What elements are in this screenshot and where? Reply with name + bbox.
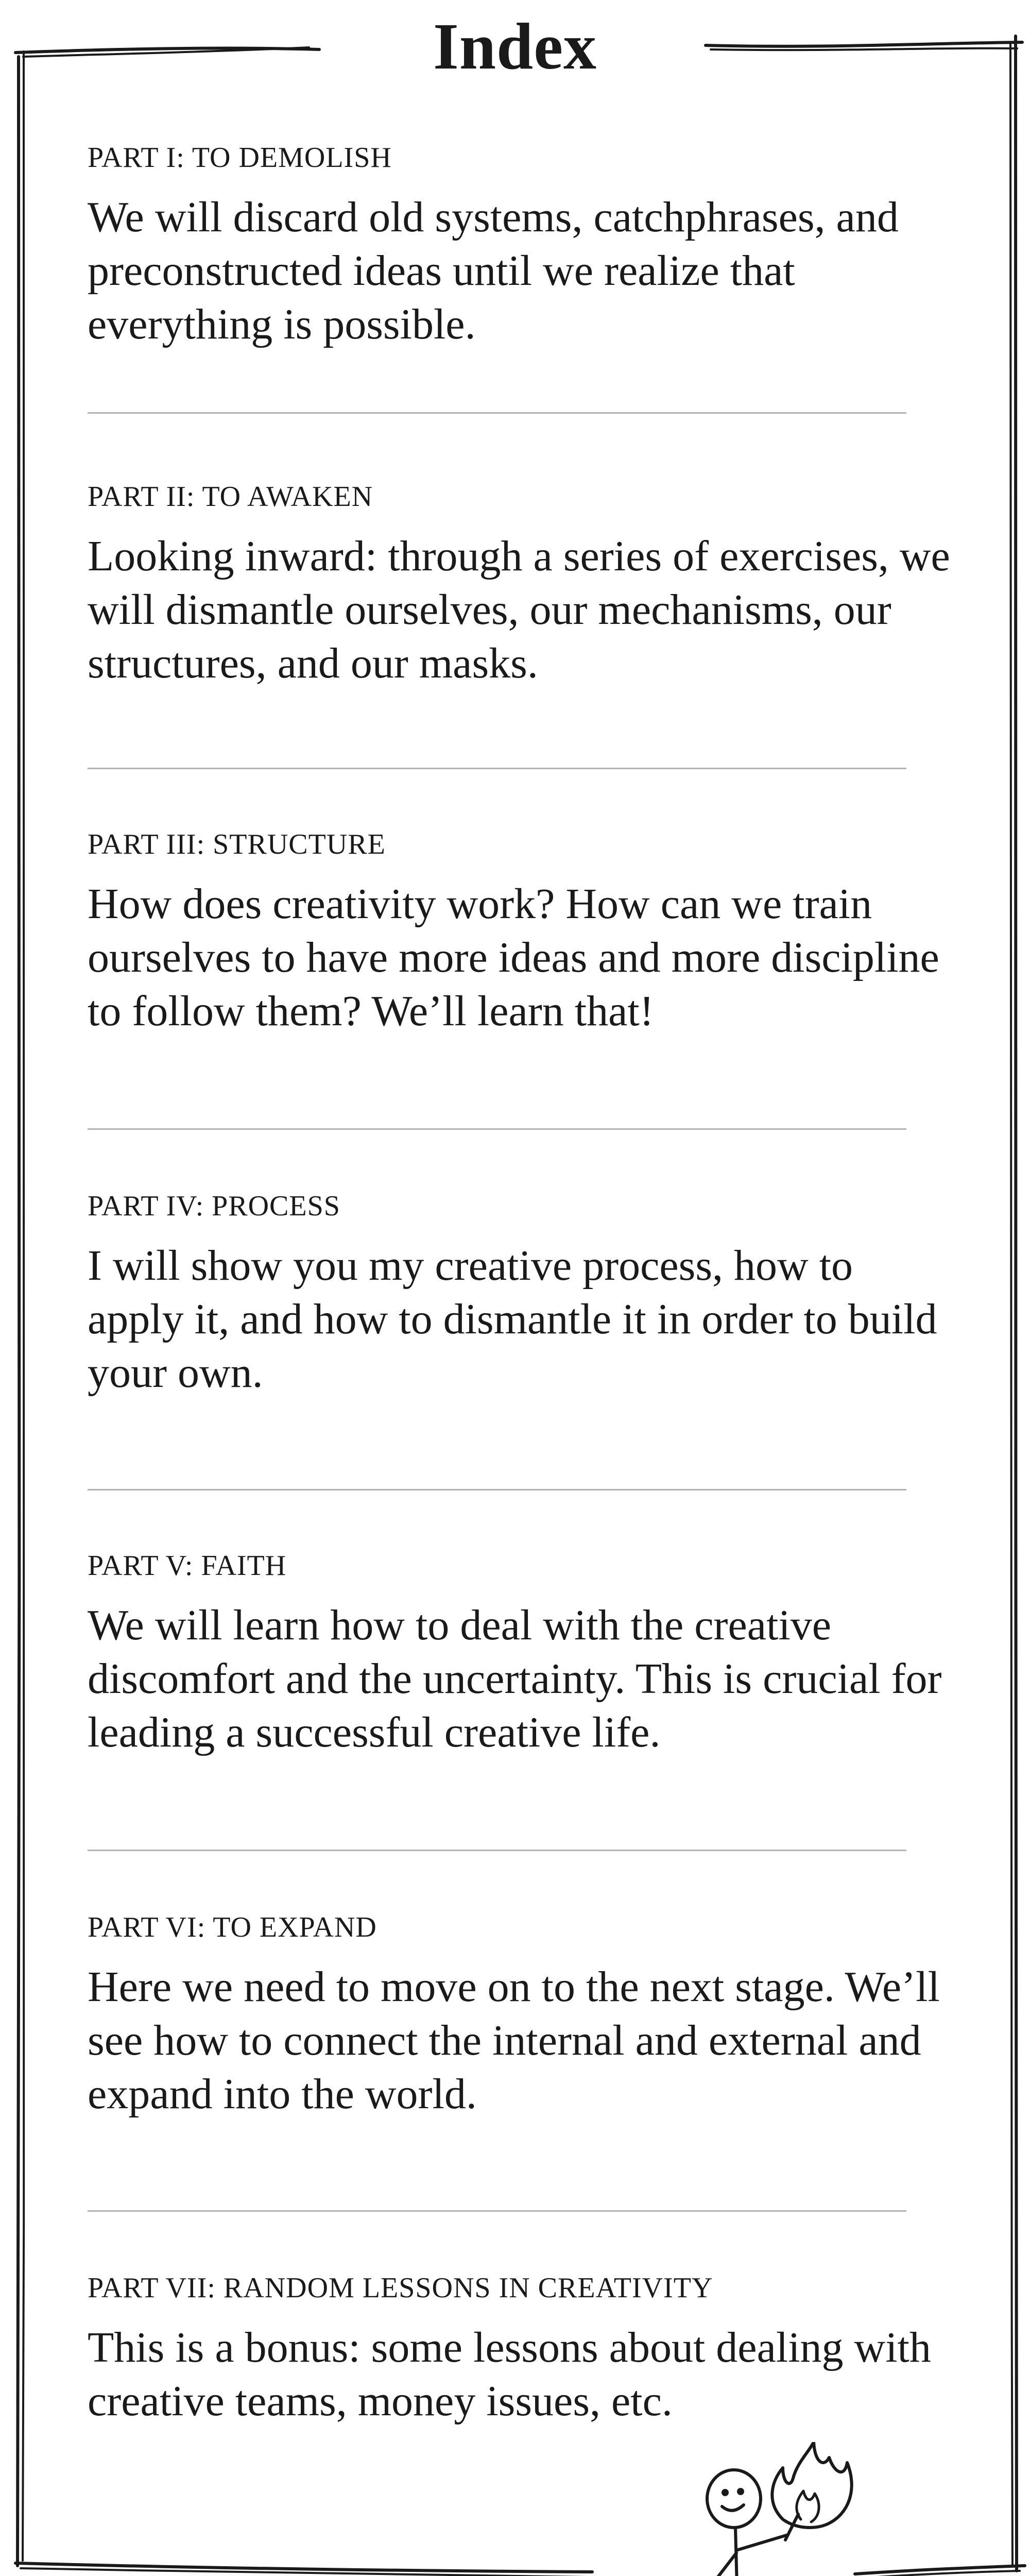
frame-right-line-2 bbox=[1010, 43, 1012, 2566]
section-divider bbox=[88, 768, 906, 769]
section-description: Here we need to move on to the next stage. We’ll see how to connect the internal and external and expand into the world. bbox=[88, 1963, 940, 2118]
figure-right-eye bbox=[739, 2489, 743, 2494]
frame-top-right-line bbox=[706, 42, 1022, 46]
section-label: PART IV: PROCESS bbox=[88, 1190, 340, 1222]
section-divider bbox=[88, 1489, 906, 1490]
figure-left-arm bbox=[711, 2553, 736, 2576]
frame-left-line-2 bbox=[23, 52, 24, 2561]
section-divider bbox=[88, 1850, 906, 1851]
section-label: PART I: TO DEMOLISH bbox=[88, 142, 392, 174]
frame-left-line bbox=[18, 57, 20, 2566]
frame-right-line bbox=[1016, 36, 1017, 2571]
section-label: PART II: TO AWAKEN bbox=[88, 481, 373, 513]
index-section-part-1 bbox=[88, 139, 912, 351]
index-section-part-5 bbox=[88, 1547, 942, 1759]
index-section-part-3 bbox=[88, 826, 939, 1038]
section-description: This is a bonus: some lessons about dealing with creative teams, money issues, etc. bbox=[88, 2324, 931, 2425]
section-description: How does creativity work? How can we train ourselves to have more ideas and more discipline to follow them? We’ll learn that! bbox=[88, 880, 939, 1035]
section-label: PART III: STRUCTURE bbox=[88, 828, 386, 860]
figure-left-eye bbox=[723, 2490, 727, 2495]
section-description: Looking inward: through a series of exercises, we will dismantle ourselves, our mechanisms, our structures, and our masks. bbox=[88, 532, 950, 687]
page-title: Index bbox=[433, 10, 597, 83]
stick-figure-with-flame-icon bbox=[680, 2442, 876, 2576]
figure-right-arm bbox=[736, 2535, 788, 2550]
index-section-part-4 bbox=[88, 1188, 937, 1400]
figure-smile bbox=[722, 2505, 744, 2511]
section-label: PART VI: TO EXPAND bbox=[88, 1911, 377, 1943]
index-section-part-6 bbox=[88, 1909, 940, 2121]
flame-outer bbox=[772, 2442, 851, 2528]
section-divider bbox=[88, 412, 906, 414]
index-section-part-7 bbox=[88, 2269, 931, 2428]
section-description: We will learn how to deal with the creative discomfort and the uncertainty. This is crucial for leading a successful creative life. bbox=[88, 1601, 942, 1756]
figure-head bbox=[707, 2470, 761, 2528]
section-label: PART V: FAITH bbox=[88, 1550, 287, 1582]
frame-top-right-line-2 bbox=[711, 48, 1017, 50]
index-section-part-2 bbox=[88, 478, 950, 690]
section-label: PART VII: RANDOM LESSONS IN CREATIVITY bbox=[88, 2272, 713, 2304]
section-description: We will discard old systems, catchphrases, and preconstructed ideas until we realize that everything is possible. bbox=[88, 193, 899, 348]
flame-inner bbox=[797, 2491, 819, 2522]
section-description: I will show you my creative process, how to apply it, and how to dismantle it in order to build your own. bbox=[88, 1242, 937, 1397]
section-divider bbox=[88, 1128, 906, 1130]
section-divider bbox=[88, 2210, 906, 2212]
